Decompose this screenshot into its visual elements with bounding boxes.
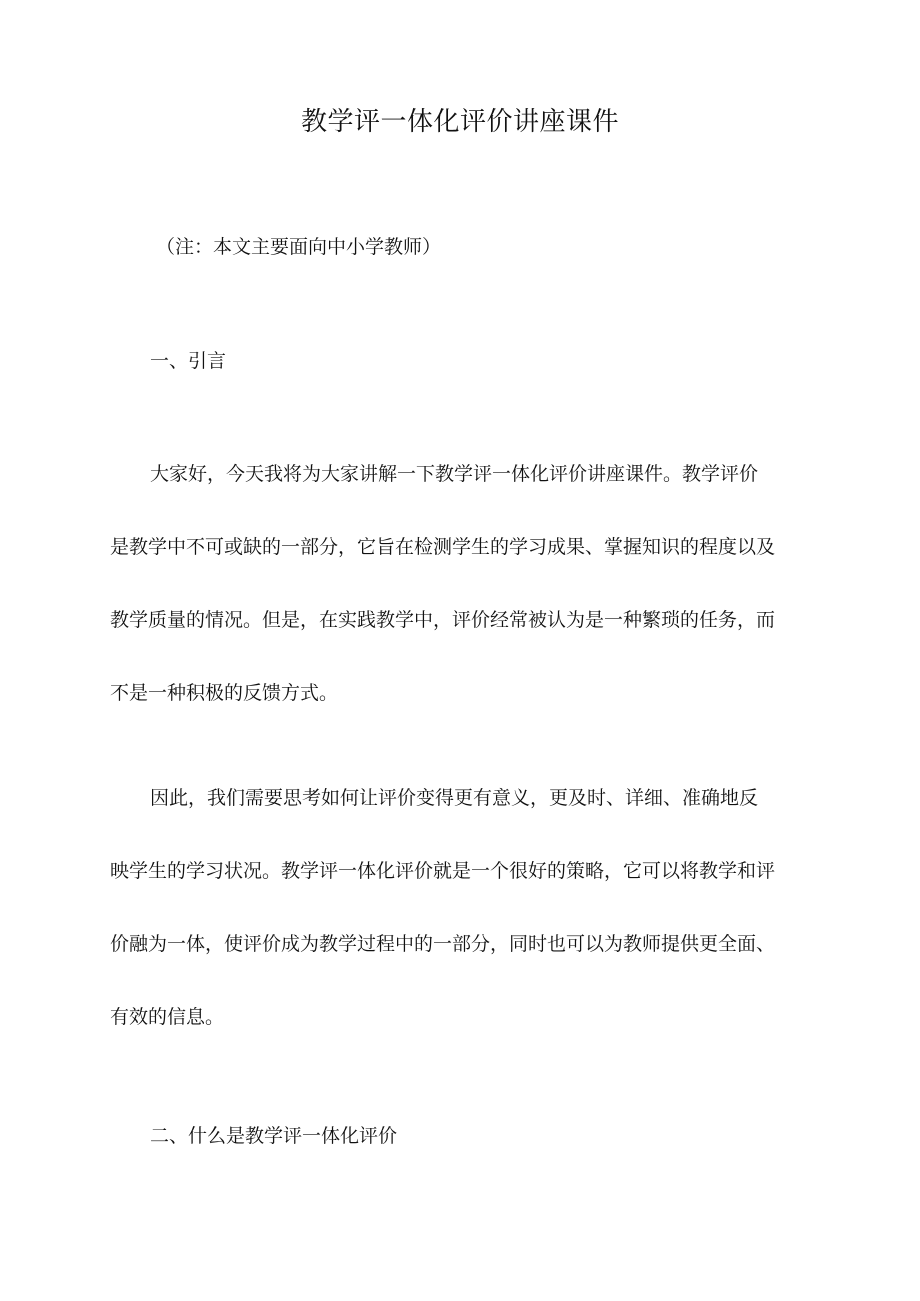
paragraph-line: 映学生的学习状况。教学评一体化评价就是一个很好的策略，它可以将教学和评	[110, 860, 776, 882]
section-heading-what-is: 二、什么是教学评一体化评价	[150, 1125, 398, 1147]
paragraph-line: 大家好，今天我将为大家讲解一下教学评一体化评价讲座课件。教学评价	[150, 463, 759, 485]
paragraph-line: 价融为一体，使评价成为教学过程中的一部分，同时也可以为教师提供更全面、	[110, 933, 776, 955]
paragraph-line: 是教学中不可或缺的一部分，它旨在检测学生的学习成果、掌握知识的程度以及	[110, 536, 776, 558]
paragraph-line: 因此，我们需要思考如何让评价变得更有意义，更及时、详细、准确地反	[150, 787, 759, 809]
paragraph-line: 教学质量的情况。但是，在实践教学中，评价经常被认为是一种繁琐的任务，而	[110, 609, 776, 631]
paragraph-line: 不是一种积极的反馈方式。	[110, 682, 339, 704]
section-heading-introduction: 一、引言	[150, 350, 227, 372]
document-title: 教学评一体化评价讲座课件	[300, 107, 619, 137]
audience-note: （注：本文主要面向中小学教师）	[156, 236, 442, 258]
paragraph-line: 有效的信息。	[110, 1006, 225, 1028]
